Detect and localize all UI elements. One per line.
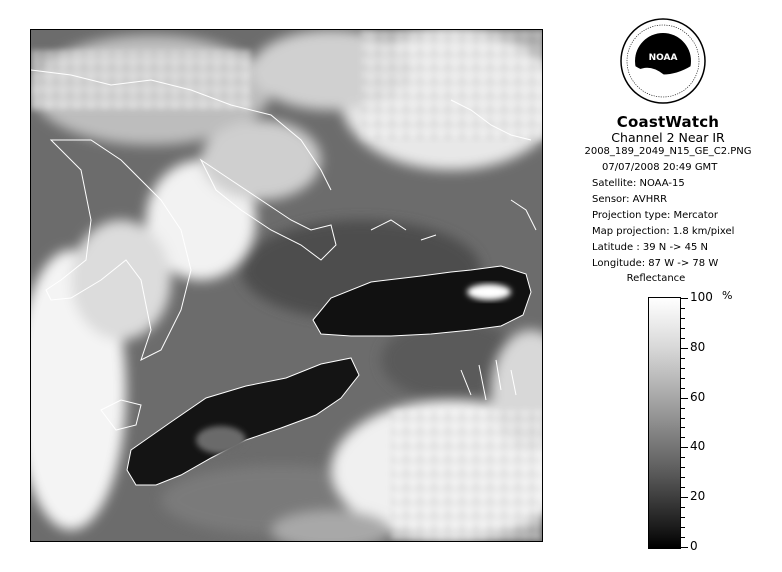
colorbar-minor-tick: [681, 497, 688, 498]
satellite-map-svg: [31, 30, 543, 542]
colorbar-minor-tick: [681, 388, 685, 389]
noaa-logo: [620, 18, 706, 104]
satellite-text: Satellite: NOAA-15: [592, 178, 685, 189]
projection-type-text: Projection type: Mercator: [592, 210, 718, 221]
colorbar-minor-tick: [681, 427, 685, 428]
colorbar-tick-label: 60: [690, 389, 706, 404]
colorbar-minor-tick: [681, 537, 685, 538]
cloud-over-lake-erie: [196, 426, 246, 454]
colorbar-minor-tick: [681, 437, 685, 438]
colorbar-minor-tick: [681, 398, 688, 399]
map-projection-text: Map projection: 1.8 km/pixel: [592, 226, 735, 237]
colorbar-minor-tick: [681, 408, 685, 409]
colorbar-minor-tick: [681, 527, 685, 528]
channel-subtitle: Channel 2 Near IR: [611, 130, 725, 145]
colorbar-minor-tick: [681, 457, 685, 458]
latitude-text: Latitude : 39 N -> 45 N: [592, 242, 708, 253]
colorbar-minor-tick: [681, 368, 685, 369]
colorbar-minor-tick: [681, 447, 688, 448]
colorbar-minor-tick: [681, 308, 685, 309]
colorbar-minor-tick: [681, 328, 685, 329]
legend-title: Reflectance: [626, 273, 686, 284]
colorbar-minor-tick: [681, 507, 685, 508]
sensor-text: Sensor: AVHRR: [592, 194, 668, 205]
colorbar-minor-tick: [681, 318, 685, 319]
colorbar-minor-tick: [681, 547, 688, 548]
colorbar-minor-tick: [681, 467, 685, 468]
noaa-logo-text: NOAA: [648, 53, 678, 63]
colorbar-tick-label: 80: [690, 339, 706, 354]
legend-unit: %: [722, 289, 733, 302]
colorbar-tick-label: 20: [690, 489, 706, 504]
cloud-over-lake-ontario: [467, 284, 511, 300]
colorbar-minor-tick: [681, 298, 688, 299]
colorbar-minor-tick: [681, 338, 685, 339]
colorbar-minor-tick: [681, 358, 685, 359]
colorbar-minor-tick: [681, 348, 688, 349]
colorbar-minor-tick: [681, 487, 685, 488]
reflectance-colorbar: [648, 297, 681, 549]
satellite-image: [30, 29, 543, 542]
datetime-text: 07/07/2008 20:49 GMT: [602, 162, 718, 173]
colorbar-minor-tick: [681, 477, 685, 478]
colorbar-tick-label: 100: [690, 290, 713, 304]
colorbar-tick-label: 0: [690, 539, 698, 553]
colorbar-minor-tick: [681, 378, 685, 379]
colorbar-minor-tick: [681, 418, 685, 419]
page-title: CoastWatch: [616, 113, 720, 131]
file-name: 2008_189_2049_N15_GE_C2.PNG: [584, 146, 752, 157]
longitude-text: Longitude: 87 W -> 78 W: [592, 258, 719, 269]
colorbar-tick-label: 40: [690, 439, 706, 454]
colorbar-minor-tick: [681, 517, 685, 518]
